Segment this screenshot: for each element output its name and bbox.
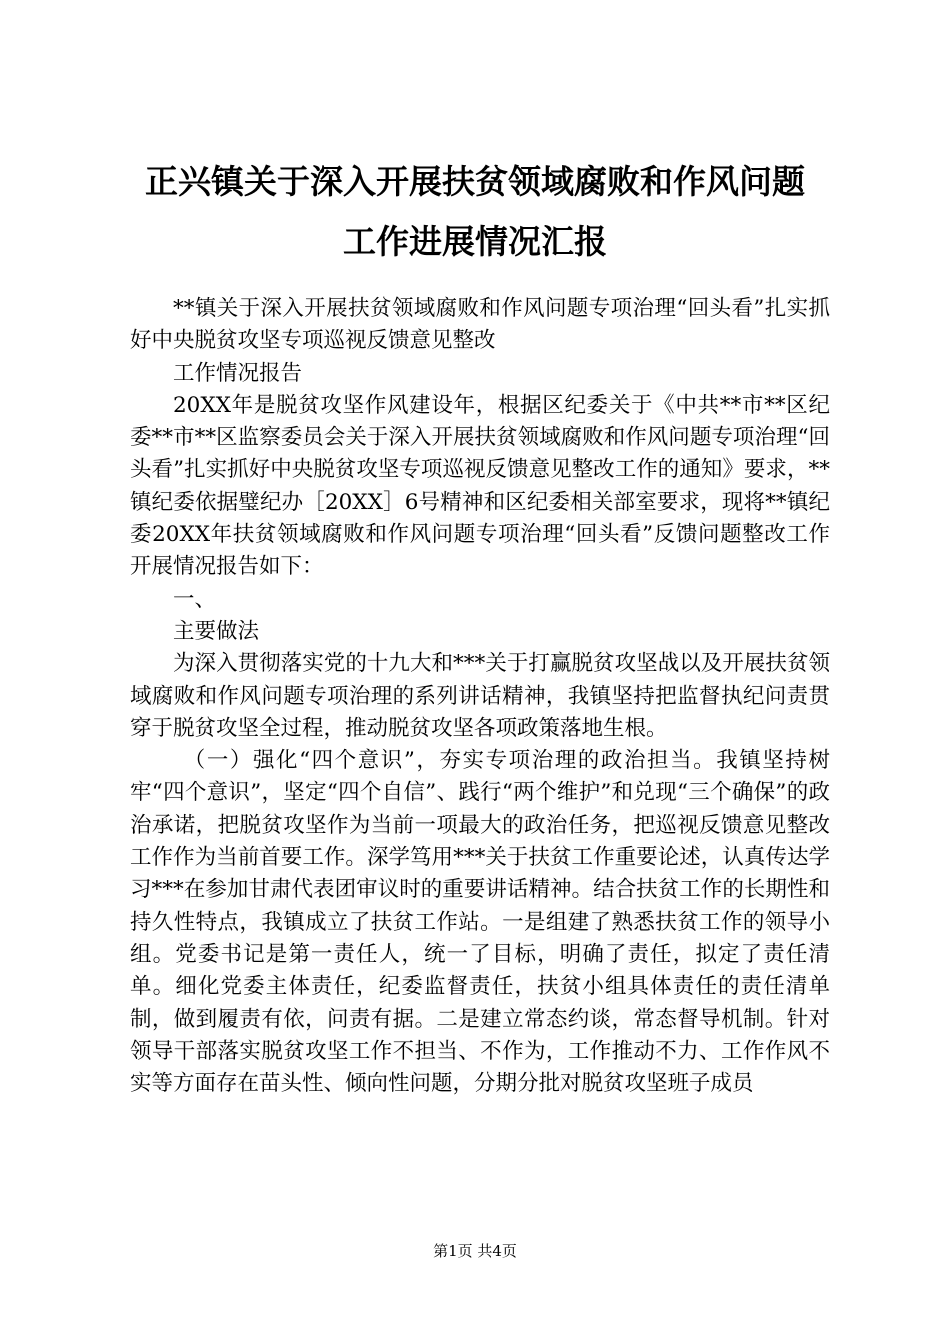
page-footer: 第1页 共4页 [433,1242,517,1260]
document-title-line-1: 正兴镇关于深入开展扶贫领域腐败和作风问题 [145,162,805,201]
document-body [130,293,830,1100]
document-title-line-2: 工作进展情况汇报 [343,222,607,261]
section-number: 一、 [173,586,217,612]
paragraph-main-practice: 为深入贯彻落实党的十九大和***关于打赢脱贫攻坚战以及开展扶贫领域腐败和作风问题专项治理的系列讲话精神，我镇坚持把监督执纪问责贯穿于脱贫攻坚全过程，推动脱贫攻坚各项政策落地生根。 [130,651,830,741]
paragraph-background: 20XX年是脱贫攻坚作风建设年，根据区纪委关于《中共**市**区纪委**市**区监察委员会关于深入开展扶贫领域腐败和作风问题专项治理“回头看”扎实抓好中央脱贫攻坚专项巡视反馈意见整改工作的通知》要求，**镇纪委依据璧纪办［20XX］6号精神和区纪委相关部室要求，现将**镇纪委20XX年扶贫领域腐败和作风问题专项治理“回头看”反馈问题整改工作开展情况报告如下： [130,392,830,580]
section-heading: 主要做法 [173,618,260,644]
paragraph-subsection-1: （一）强化“四个意识”，夯实专项治理的政治担当。我镇坚持树牢“四个意识”，坚定“四个自信”、践行“两个维护”和兑现“三个确保”的政治承诺，把脱贫攻坚作为当前一项最大的政治任务，把巡视反馈意见整改工作作为当前首要工作。深学笃用***关于扶贫工作重要论述，认真传达学习***在参加甘肃代表团审议时的重要讲话精神。结合扶贫工作的长期性和持久性特点，我镇成立了扶贫工作站。一是组建了熟悉扶贫工作的领导小组。党委书记是第一责任人，统一了目标，明确了责任，拟定了责任清单。细化党委主体责任，纪委监督责任，扶贫小组具体责任的责任清单制，做到履责有依，问责有据。二是建立常态约谈，常态督导机制。针对领导干部落实脱贫攻坚工作不担当、不作为，工作推动不力、工作作风不实等方面存在苗头性、倾向性问题，分期分批对脱贫攻坚班子成员 [130,748,830,1097]
paragraph-report-title: 工作情况报告 [173,360,303,386]
paragraph-intro: **镇关于深入开展扶贫领域腐败和作风问题专项治理“回头看”扎实抓好中央脱贫攻坚专项巡视反馈意见整改 [130,296,830,354]
